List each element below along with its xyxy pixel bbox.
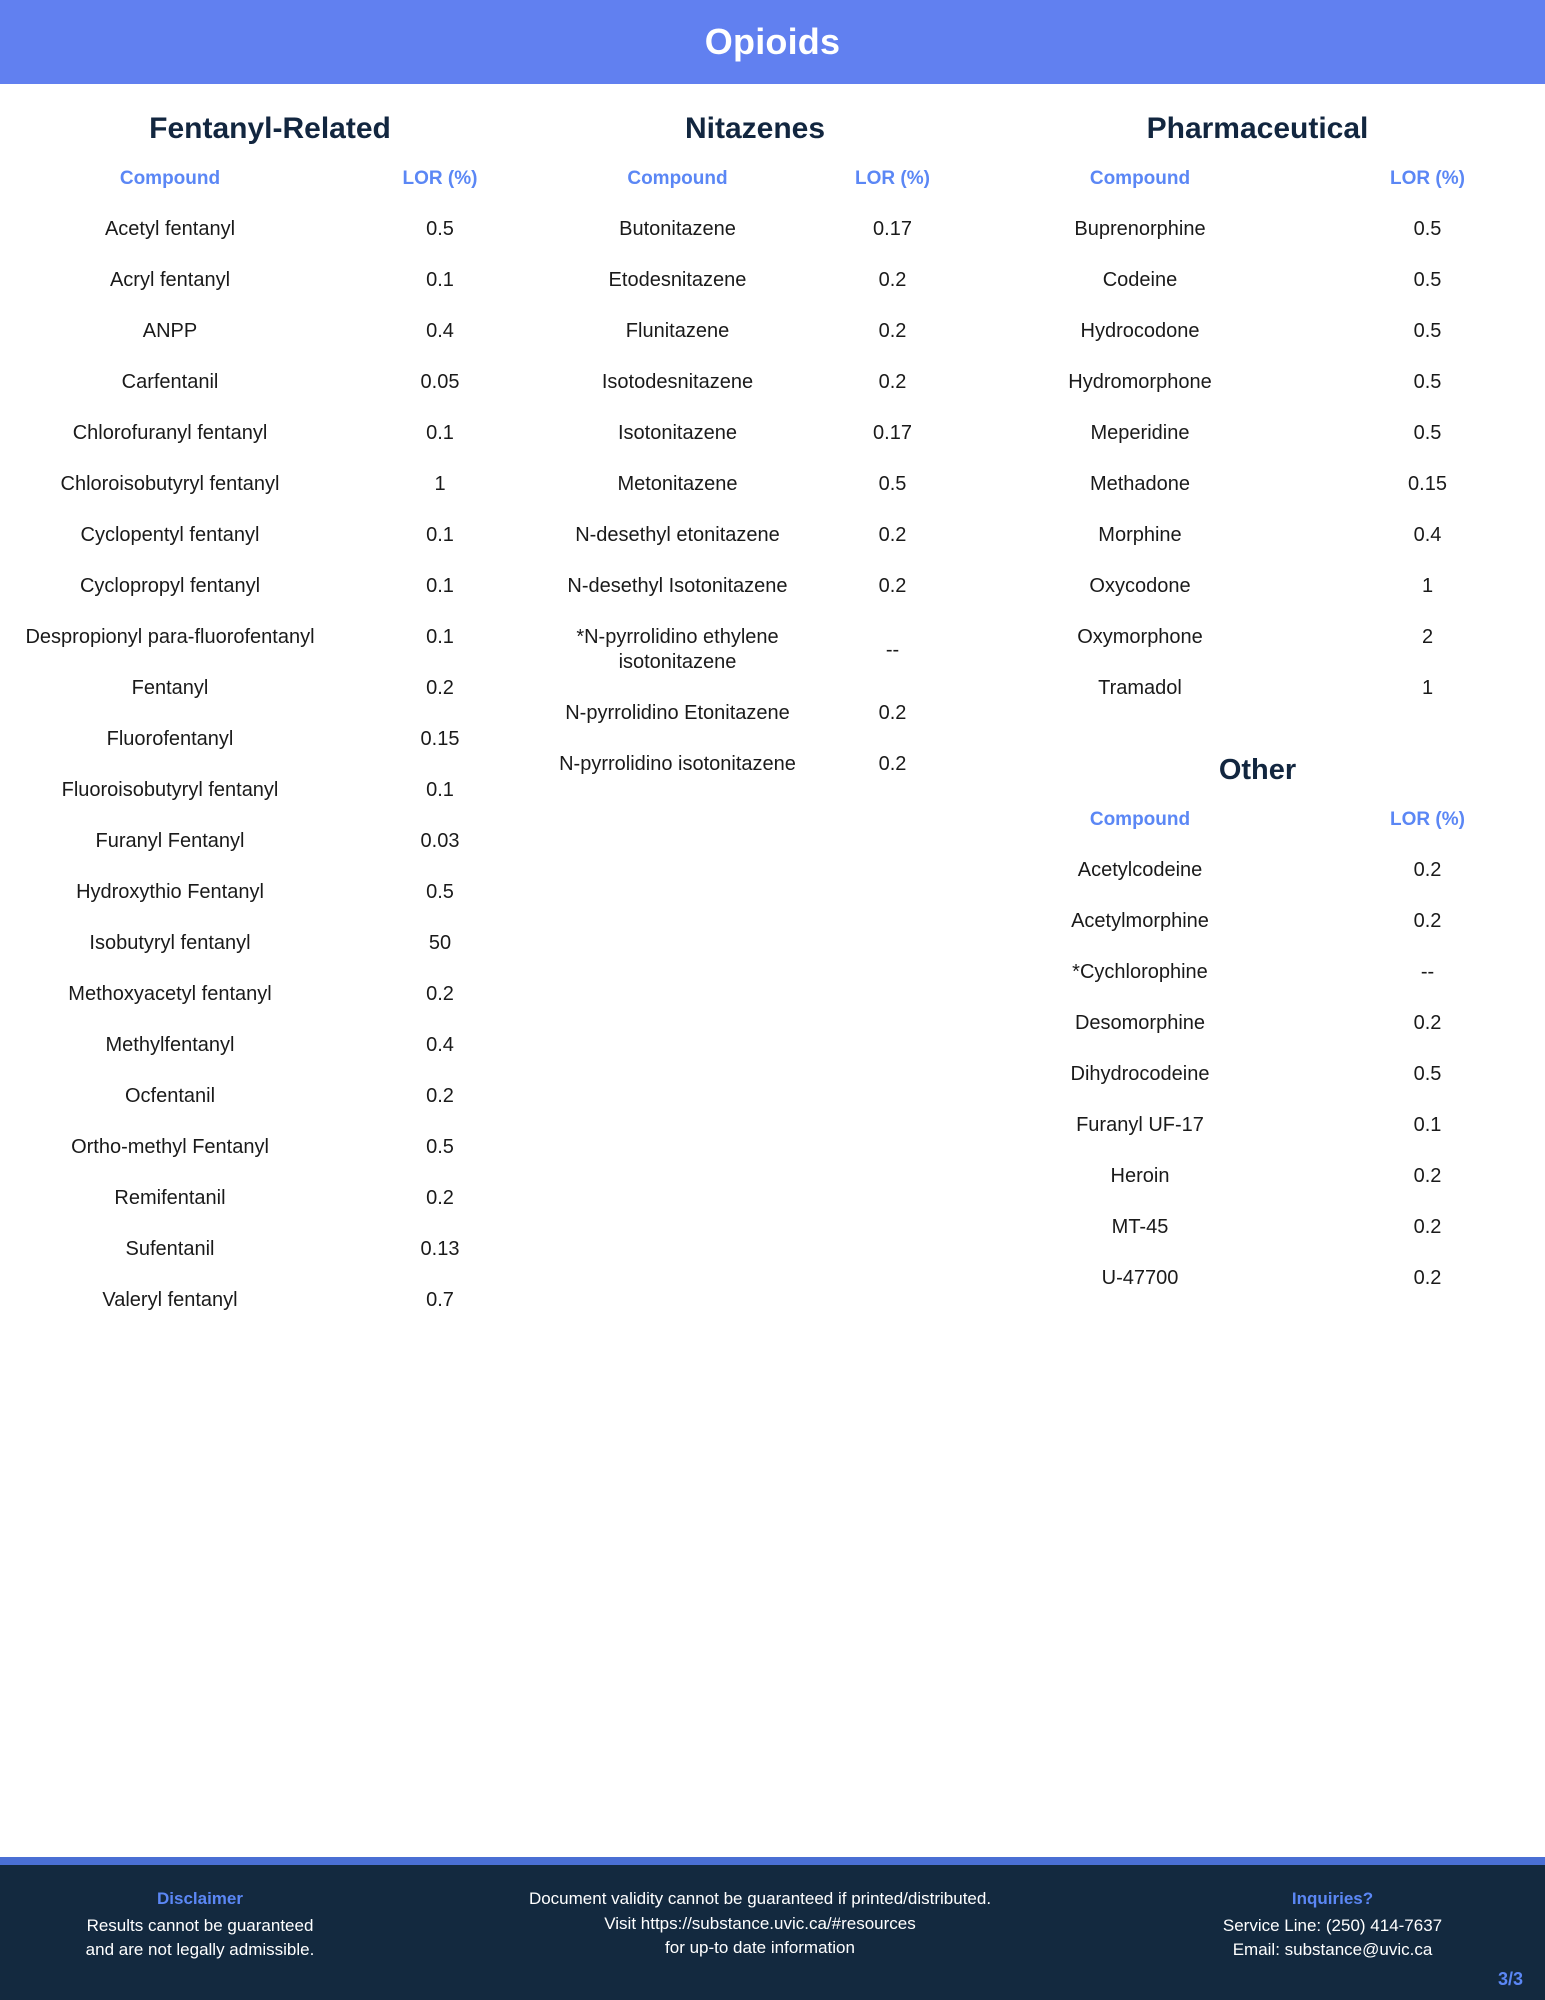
table-row: [0, 255, 540, 306]
cell-lor: 0.2: [426, 1085, 454, 1107]
table-row: [0, 1173, 540, 1224]
table-row: [0, 714, 540, 765]
table-other: [970, 797, 1545, 1304]
table-nitazenes: [540, 156, 970, 790]
cell-lor: 0.5: [1413, 269, 1442, 291]
cell-lor: 0.2: [878, 269, 907, 291]
cell-lor: 0.5: [426, 881, 454, 903]
table-row: [970, 357, 1545, 408]
page-number: 3/3: [1497, 1969, 1523, 1989]
column-header-compound: Compound: [1089, 809, 1191, 830]
cell-lor: 0.4: [426, 320, 454, 342]
table-row: [0, 510, 540, 561]
cell-lor: 0.2: [1413, 1267, 1442, 1289]
cell-compound: Valeryl fentanyl: [102, 1289, 238, 1311]
table-row: [540, 688, 970, 739]
cell-lor: 0.15: [420, 728, 460, 750]
table-row: [540, 612, 970, 688]
table-row: [970, 998, 1545, 1049]
table-row: [0, 561, 540, 612]
table-header-row: [540, 156, 970, 204]
cell-lor: 0.2: [426, 677, 454, 699]
table-row: [0, 306, 540, 357]
table-row: [0, 918, 540, 969]
cell-lor: 0.1: [1413, 1114, 1442, 1136]
cell-lor: 0.5: [426, 218, 454, 240]
cell-compound: Acetylmorphine: [1071, 910, 1209, 932]
cell-compound: *Cychlorophine: [1072, 961, 1208, 983]
cell-lor: 0.17: [873, 422, 912, 444]
table-row: [0, 867, 540, 918]
cell-compound: Buprenorphine: [1074, 218, 1206, 240]
cell-lor: 0.13: [420, 1238, 460, 1260]
table-row: [970, 1151, 1545, 1202]
cell-lor: 0.5: [1413, 1063, 1442, 1085]
footer-validity-line-2[interactable]: Visit https://substance.uvic.ca/#resources: [604, 1913, 916, 1933]
section-title-fentanyl: Fentanyl-Related: [149, 112, 391, 145]
cell-compound: N-desethyl Isotonitazene: [567, 575, 788, 597]
cell-compound: Cyclopropyl fentanyl: [79, 575, 261, 597]
cell-lor: 0.15: [1408, 473, 1447, 495]
cell-compound: Meperidine: [1090, 422, 1190, 444]
cell-compound: Tramadol: [1098, 677, 1182, 699]
cell-lor: --: [885, 638, 900, 661]
table-row: [540, 459, 970, 510]
table-row: [970, 510, 1545, 561]
table-row: [0, 1275, 540, 1326]
cell-compound: Hydromorphone: [1068, 371, 1212, 393]
page-title: Opioids: [704, 21, 841, 62]
cell-compound: Dihydrocodeine: [1070, 1063, 1210, 1085]
cell-compound: Oxycodone: [1089, 575, 1191, 597]
table-row: [970, 1100, 1545, 1151]
footer-service-line: Service Line: (250) 414-7637: [1222, 1915, 1443, 1935]
cell-lor: 0.2: [878, 320, 907, 342]
cell-lor: 50: [428, 932, 452, 954]
cell-lor: 0.5: [1413, 422, 1442, 444]
table-row: [0, 612, 540, 663]
table-pharmaceutical: [970, 156, 1545, 714]
cell-lor: 0.2: [1413, 1012, 1442, 1034]
column-header-lor: LOR (%): [402, 168, 478, 189]
cell-compound: Chlorofuranyl fentanyl: [72, 422, 268, 444]
cell-lor: 0.5: [1413, 371, 1442, 393]
table-row: [0, 1020, 540, 1071]
table-row: [0, 816, 540, 867]
table-row: [540, 510, 970, 561]
cell-compound: Methoxyacetyl fentanyl: [68, 983, 272, 1005]
table-row: [540, 561, 970, 612]
table-row: [970, 947, 1545, 998]
cell-compound: Hydroxythio Fentanyl: [76, 881, 264, 903]
cell-compound: Furanyl Fentanyl: [95, 830, 245, 852]
cell-lor: 0.1: [426, 626, 454, 648]
cell-compound: Remifentanil: [114, 1187, 226, 1209]
footer-validity-line-3: for up-to date information: [665, 1938, 855, 1958]
table-row: [540, 408, 970, 459]
table-fentanyl-related: [0, 156, 540, 1326]
table-body-other: [970, 845, 1545, 1304]
table-row: [540, 739, 970, 790]
cell-compound: Acetylcodeine: [1077, 859, 1203, 881]
cell-lor: 0.05: [420, 371, 460, 393]
cell-lor: 0.4: [426, 1034, 454, 1056]
section-pharmaceutical-and-other: [970, 84, 1545, 1304]
cell-lor: 0.5: [878, 473, 907, 495]
column-header-lor: LOR (%): [1390, 168, 1465, 189]
cell-lor: 0.5: [1413, 320, 1442, 342]
section-fentanyl-related: [0, 84, 540, 1326]
footer-disclaimer-heading: Disclaimer: [157, 1889, 243, 1908]
cell-lor: 0.2: [1413, 1165, 1442, 1187]
cell-compound: Methylfentanyl: [105, 1034, 235, 1056]
cell-lor: 0.03: [420, 830, 460, 852]
footer-email[interactable]: Email: substance@uvic.ca: [1232, 1940, 1433, 1960]
table-row: [970, 896, 1545, 947]
table-body-nitazenes: [540, 204, 970, 790]
cell-compound: Isotonitazene: [618, 422, 737, 444]
table-row: [970, 1049, 1545, 1100]
cell-compound: Oxymorphone: [1077, 626, 1203, 648]
table-row: [0, 765, 540, 816]
cell-lor: 0.1: [426, 269, 454, 291]
column-header-compound: Compound: [627, 168, 728, 189]
cell-compound: Heroin: [1110, 1165, 1170, 1187]
cell-compound: Etodesnitazene: [608, 269, 747, 291]
cell-compound: N-pyrrolidino Etonitazene: [565, 702, 790, 724]
table-row: [540, 204, 970, 255]
table-header-row: [970, 156, 1545, 204]
table-header-row: [0, 156, 540, 204]
cell-compound: Hydrocodone: [1080, 320, 1200, 342]
table-row: [970, 1253, 1545, 1304]
footer-validity-notice: [400, 1887, 1120, 1961]
table-row: [970, 612, 1545, 663]
cell-compound: Codeine: [1102, 269, 1178, 291]
cell-compound: Metonitazene: [617, 473, 738, 495]
cell-compound: Carfentanil: [121, 371, 219, 393]
cell-compound: Sufentanil: [125, 1238, 215, 1260]
footer-disclaimer-line-2: and are not legally admissible.: [85, 1940, 315, 1960]
cell-lor: 0.1: [426, 779, 454, 801]
table-row: [0, 204, 540, 255]
cell-compound: N-desethyl etonitazene: [575, 524, 780, 546]
cell-lor: 0.1: [426, 524, 454, 546]
cell-compound: Isobutyryl fentanyl: [89, 932, 251, 954]
table-row: [0, 408, 540, 459]
cell-lor: 0.4: [1413, 524, 1442, 546]
table-row: [970, 561, 1545, 612]
cell-lor: 0.7: [426, 1289, 454, 1311]
cell-lor: 0.1: [426, 422, 454, 444]
cell-compound: Ocfentanil: [124, 1085, 216, 1107]
cell-compound: Furanyl UF-17: [1076, 1114, 1204, 1136]
cell-compound: *N-pyrrolidino ethylene isotonitazene: [576, 626, 779, 673]
table-row: [0, 1224, 540, 1275]
table-row: [970, 663, 1545, 714]
content-area: [0, 84, 1545, 1857]
cell-compound: Fentanyl: [131, 677, 209, 699]
table-row: [0, 459, 540, 510]
footer-inquiries-heading: Inquiries?: [1291, 1889, 1374, 1908]
cell-compound: MT-45: [1111, 1216, 1169, 1238]
cell-compound: U-47700: [1101, 1267, 1179, 1289]
table-row: [0, 1071, 540, 1122]
cell-compound: Acryl fentanyl: [109, 269, 231, 291]
cell-lor: 1: [434, 473, 446, 495]
table-row: [970, 204, 1545, 255]
table-body-pharmaceutical: [970, 204, 1545, 714]
page-footer: [0, 1865, 1545, 2000]
footer-disclaimer: [0, 1887, 400, 1963]
cell-compound: Flunitazene: [625, 320, 730, 342]
cell-compound: Ortho-methyl Fentanyl: [71, 1136, 269, 1158]
cell-lor: --: [1420, 961, 1435, 983]
cell-compound: Despropionyl para-fluorofentanyl: [25, 626, 315, 648]
cell-compound: Butonitazene: [619, 218, 736, 240]
table-row: [970, 306, 1545, 357]
table-row: [0, 969, 540, 1020]
cell-compound: Morphine: [1098, 524, 1182, 546]
cell-compound: N-pyrrolidino isotonitazene: [559, 753, 796, 775]
cell-compound: Fluoroisobutyryl fentanyl: [61, 779, 279, 801]
table-body-fentanyl: [0, 204, 540, 1326]
cell-compound: Methadone: [1089, 473, 1191, 495]
cell-lor: 0.2: [1413, 1216, 1442, 1238]
cell-lor: 0.1: [426, 575, 454, 597]
table-row: [540, 306, 970, 357]
table-row: [970, 1202, 1545, 1253]
table-row: [0, 357, 540, 408]
column-header-compound: Compound: [1089, 168, 1191, 189]
column-header-lor: LOR (%): [855, 168, 930, 189]
cell-compound: Desomorphine: [1074, 1012, 1206, 1034]
table-row: [970, 845, 1545, 896]
cell-compound: Fluorofentanyl: [106, 728, 234, 750]
section-nitazenes: [540, 84, 970, 790]
cell-lor: 0.2: [878, 524, 907, 546]
cell-lor: 0.2: [1413, 859, 1442, 881]
cell-lor: 0.2: [426, 1187, 454, 1209]
cell-lor: 1: [1421, 575, 1434, 597]
table-row: [970, 255, 1545, 306]
cell-lor: 0.2: [1413, 910, 1442, 932]
footer-divider: [0, 1857, 1545, 1865]
footer-inquiries: [1120, 1887, 1545, 1963]
cell-lor: 0.17: [873, 218, 912, 240]
table-row: [970, 459, 1545, 510]
cell-compound: Chloroisobutyryl fentanyl: [60, 473, 280, 495]
table-row: [970, 408, 1545, 459]
cell-lor: 0.5: [426, 1136, 454, 1158]
table-row: [0, 1122, 540, 1173]
footer-disclaimer-line-1: Results cannot be guaranteed: [86, 1915, 314, 1935]
section-title-other: Other: [1218, 754, 1297, 786]
table-row: [540, 357, 970, 408]
cell-lor: 0.2: [878, 371, 907, 393]
footer-validity-line-1: Document validity cannot be guaranteed if printed/distributed.: [528, 1889, 992, 1908]
cell-lor: 0.2: [878, 753, 907, 775]
cell-lor: 1: [1421, 677, 1434, 699]
cell-lor: 0.2: [426, 983, 454, 1005]
cell-lor: 0.2: [878, 575, 907, 597]
section-title-pharmaceutical: Pharmaceutical: [1146, 112, 1369, 145]
cell-lor: 0.2: [878, 702, 907, 724]
cell-compound: Isotodesnitazene: [601, 371, 754, 393]
table-row: [0, 663, 540, 714]
cell-lor: 2: [1421, 626, 1434, 648]
column-header-compound: Compound: [119, 168, 221, 189]
cell-compound: ANPP: [142, 320, 198, 342]
cell-lor: 0.5: [1413, 218, 1442, 240]
page-header-bar: [0, 0, 1545, 84]
table-header-row: [970, 797, 1545, 845]
cell-compound: Cyclopentyl fentanyl: [80, 524, 260, 546]
column-header-lor: LOR (%): [1390, 809, 1465, 830]
cell-compound: Acetyl fentanyl: [104, 218, 236, 240]
section-title-nitazenes: Nitazenes: [684, 112, 826, 145]
table-row: [540, 255, 970, 306]
